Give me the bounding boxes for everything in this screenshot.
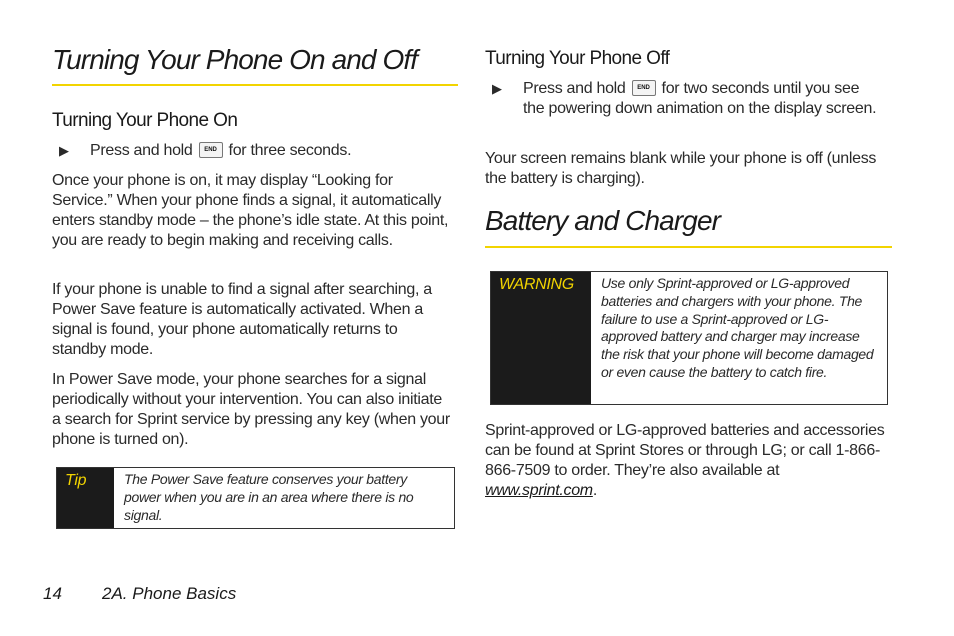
bullet-press-hold-off [492,79,892,143]
subheading-turning-off: Turning Your Phone Off [485,48,670,69]
title-underline [485,246,892,248]
end-key-icon: END [199,142,223,158]
end-key-icon: END [632,80,656,96]
paragraph-looking-for-service: Once your phone is on, it may display “Looking for Service.” When your phone finds a signal, it automatically enters standby mode – the phone’s idle state. At this point, you are ready to begin making and receiving calls. [52,172,449,249]
tip-box [56,467,455,529]
warning-box [490,271,888,405]
page-number: 14 [43,584,62,603]
warning-text: Use only Sprint-approved or LG-approved batteries and chargers with your phone. The failure to use a Sprint-approved or LG-approved battery and charger may increase the risk that your phone will become damaged or even cause the battery to catch fire. [601,275,874,380]
section-title-battery: Battery and Charger [485,205,721,236]
subheading-turning-on: Turning Your Phone On [52,110,238,131]
bullet-text-pre: Press and hold [90,142,193,159]
footer-section-name: 2A. Phone Basics [102,584,237,603]
section-title-on-off: Turning Your Phone On and Off [52,44,418,75]
link-trailing-period: . [592,482,597,499]
page-footer [43,584,236,604]
bullet-arrow-icon: ▶ [59,143,69,158]
paragraph-power-save-mode: In Power Save mode, your phone searches for a signal periodically without your intervention. You can also initiate a search for Sprint service by pressing any key (when your phone is turned on). [52,371,450,448]
warning-label: WARNING [491,272,591,404]
tip-label: Tip [57,468,114,528]
paragraph-screen-blank: Your screen remains blank while your phone is off (unless the battery is charging). [485,150,877,187]
bullet-text-post: for three seconds. [228,142,352,159]
tip-text: The Power Save feature conserves your battery power when you are in an area where there is no signal. [124,471,414,523]
approved-batteries-text: Sprint-approved or LG-approved batteries and accessories can be found at Sprint Stores or through LG; or call 1-866-866-7509 to order. They’re also available at [485,422,885,479]
bullet-text-post: for two seconds until you see the powering down animation on the display screen. [523,80,877,117]
bullet-arrow-icon: ▶ [492,81,502,96]
sprint-website-link[interactable]: www.sprint.com [485,482,593,499]
bullet-press-hold-on [59,141,459,163]
bullet-text-pre: Press and hold [523,80,626,97]
paragraph-approved-batteries [485,421,892,501]
paragraph-power-save: If your phone is unable to find a signal after searching, a Power Save feature is automatically activated. When a signal is found, your phone automatically returns to standby mode. [52,281,432,358]
title-underline [52,84,458,86]
